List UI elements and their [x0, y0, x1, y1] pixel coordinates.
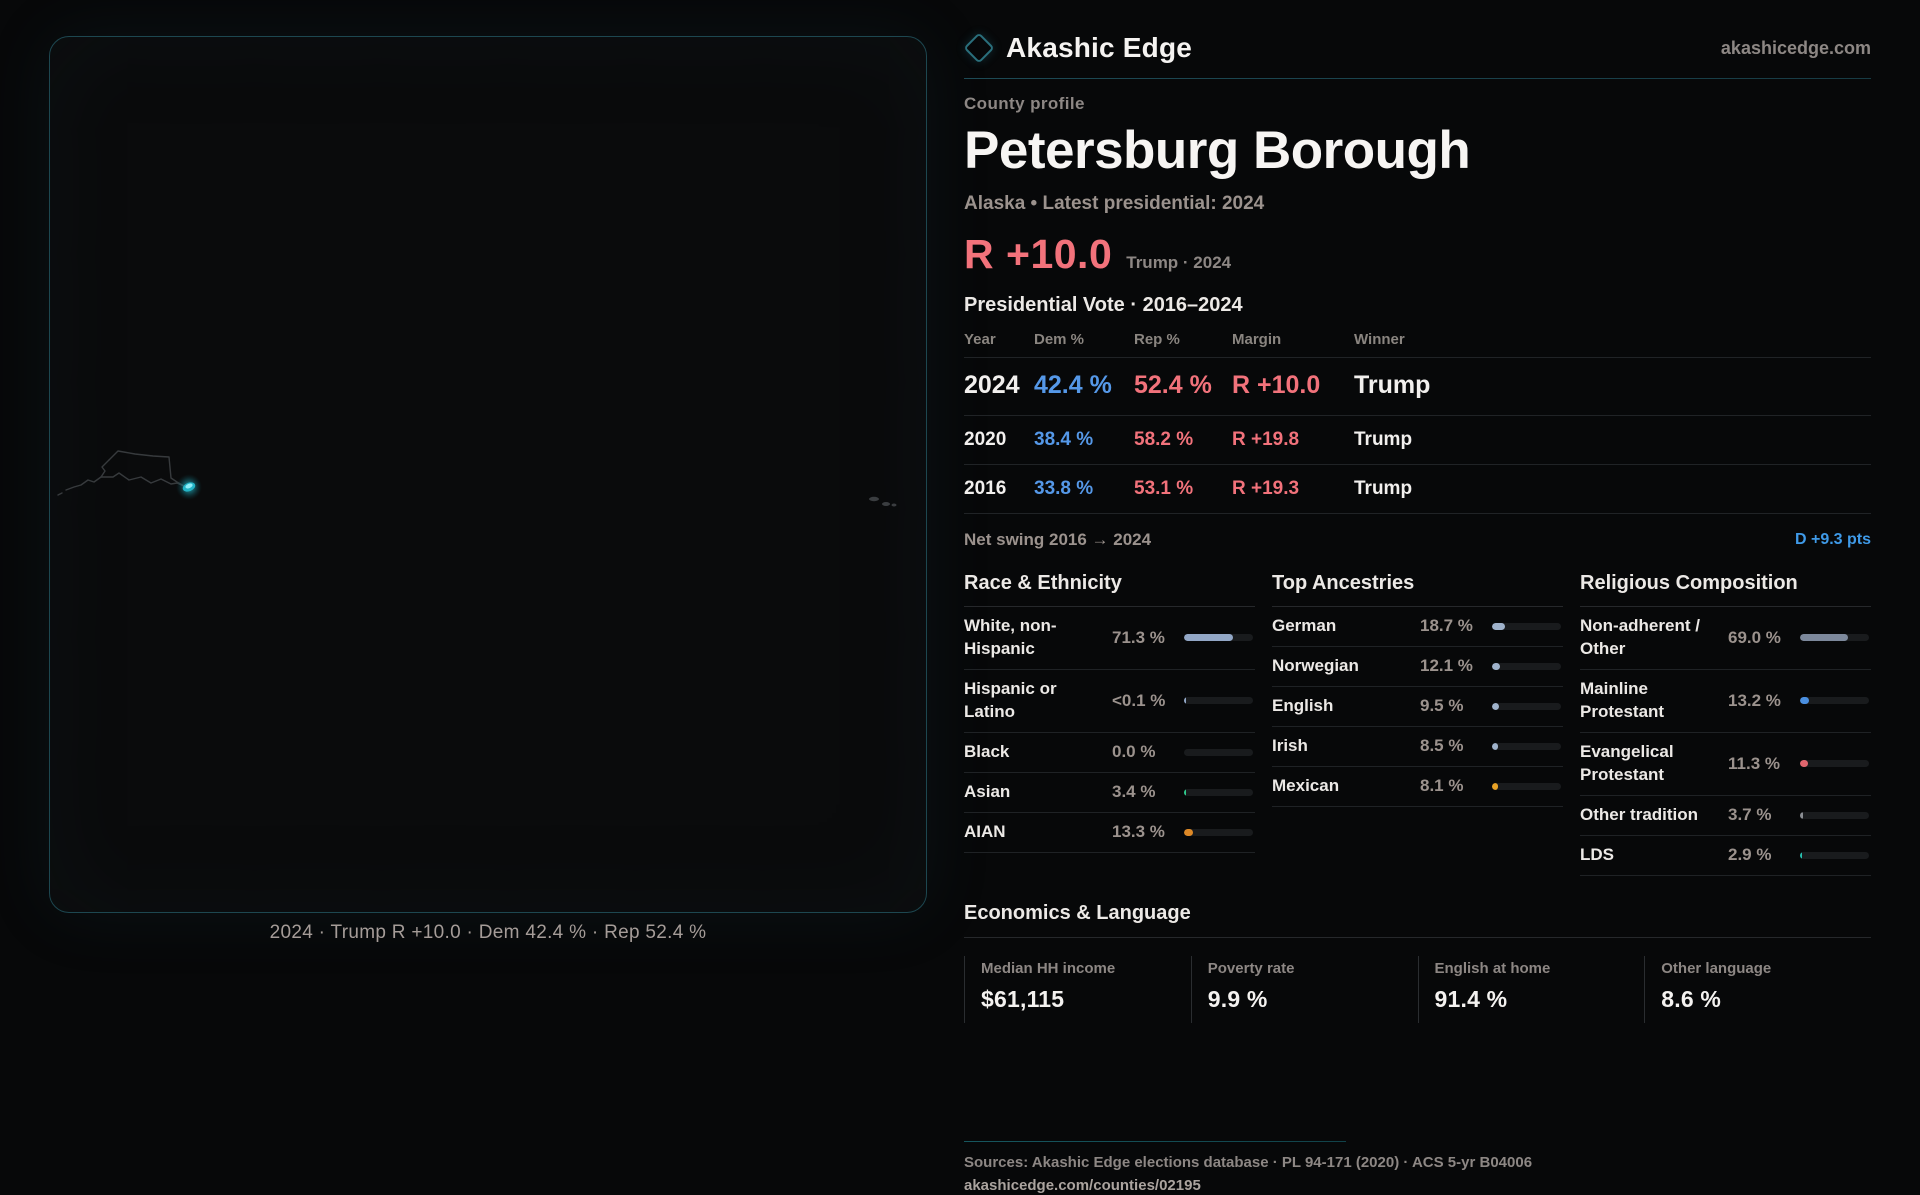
metric-label: Norwegian: [1272, 655, 1359, 675]
stat-value: 8.6 %: [1661, 985, 1722, 1012]
presidential-vote-table: [964, 331, 1871, 514]
stat-value: 9.9 %: [1207, 985, 1268, 1012]
metric-label: AIAN: [964, 821, 1006, 841]
metric-value: 8.1 %: [1420, 776, 1464, 796]
economics-title: Economics & Language: [964, 902, 1871, 938]
metric-label: English: [1272, 695, 1334, 715]
list-item: [1272, 647, 1563, 687]
metric-label: Hispanic or Latino: [964, 678, 1057, 721]
metric-label: Irish: [1272, 735, 1308, 755]
metric-bar-track: [1492, 623, 1561, 630]
economics-stats: [964, 956, 1871, 1023]
metric-value: 13.3 %: [1112, 822, 1165, 842]
list-item: [1272, 727, 1563, 767]
cell-rep: 53.1 %: [1134, 478, 1194, 499]
cell-margin: R +19.8: [1232, 429, 1300, 450]
metric-bar-track: [1184, 789, 1253, 796]
cell-margin: R +19.3: [1232, 478, 1300, 499]
metric-label: LDS: [1580, 844, 1614, 864]
stat-label: Poverty rate: [1207, 959, 1295, 977]
metric-bar-track: [1492, 743, 1561, 750]
metric-bar-fill: [1184, 829, 1193, 836]
metric-bar-track: [1800, 697, 1869, 704]
demographic-section: [964, 572, 1255, 876]
metric-bar-fill: [1492, 623, 1505, 630]
cell-winner: Trump: [1354, 429, 1413, 450]
metric-bar-track: [1184, 749, 1253, 756]
list-item: [1580, 733, 1871, 796]
stat-cell: [1418, 956, 1645, 1023]
section-title: Religious Composition: [1580, 572, 1871, 607]
metric-bar-track: [1184, 634, 1253, 641]
metric-bar-fill: [1800, 634, 1848, 641]
list-item: [964, 813, 1255, 853]
net-swing-label: Net swing 2016 → 2024: [964, 530, 1152, 549]
aleutian-islands-specks: [869, 497, 897, 507]
section-title: Top Ancestries: [1272, 572, 1563, 607]
metric-value: <0.1 %: [1112, 690, 1166, 710]
brand-name: Akashic Edge: [1006, 32, 1193, 63]
stat-label: Other language: [1661, 959, 1772, 977]
metric-bar-track: [1184, 697, 1253, 704]
cell-dem: 38.4 %: [1034, 429, 1094, 450]
header-divider: [964, 78, 1871, 79]
cell-year: 2020: [964, 429, 1007, 450]
brand-domain-link[interactable]: akashicedge.com: [1720, 37, 1871, 58]
county-profile-panel: [964, 30, 1871, 1195]
stat-value: $61,115: [981, 985, 1065, 1012]
cell-margin: R +10.0: [1232, 371, 1321, 399]
county-page-link[interactable]: akashicedge.com/counties/02195: [964, 1176, 1201, 1194]
demographic-section: [1272, 572, 1563, 876]
table-row: [964, 416, 1871, 465]
metric-value: 18.7 %: [1420, 616, 1473, 636]
header: [964, 30, 1871, 66]
cell-rep: 58.2 %: [1134, 429, 1194, 450]
metric-value: 9.5 %: [1420, 696, 1464, 716]
metric-bar-track: [1492, 663, 1561, 670]
metric-label: Mexican: [1272, 775, 1340, 795]
metric-value: 8.5 %: [1420, 736, 1464, 756]
alaska-outline: [58, 451, 184, 495]
list-item: [1580, 670, 1871, 733]
metric-value: 3.7 %: [1728, 805, 1772, 825]
metric-label: German: [1272, 616, 1337, 635]
demographic-section: [1580, 572, 1871, 876]
metric-bar-fill: [1800, 760, 1808, 767]
net-swing-value: D +9.3 pts: [1794, 531, 1871, 548]
list-item: [1272, 767, 1563, 807]
page-title: Petersburg Borough: [964, 121, 1471, 180]
footer: [964, 1141, 1871, 1195]
metric-bar-fill: [1800, 697, 1809, 704]
metric-bar-fill: [1800, 812, 1803, 819]
cell-rep: 52.4 %: [1134, 371, 1212, 399]
sources-text: Sources: Akashic Edge elections database · PL 94-171 (2020) · ACS 5-yr B04006: [964, 1153, 1533, 1171]
subtitle: Alaska • Latest presidential: 2024: [964, 193, 1265, 214]
stat-label: English at home: [1434, 959, 1551, 977]
metric-bar-fill: [1492, 783, 1498, 790]
headline-margin: R +10.0: [964, 231, 1113, 277]
cell-year: 2024: [964, 371, 1020, 399]
metric-bar-fill: [1184, 634, 1233, 641]
alaska-map: [50, 37, 926, 912]
metric-label: Asian: [964, 781, 1011, 801]
vote-table-header: [964, 331, 1871, 358]
column-header: Winner: [1354, 331, 1405, 348]
metric-value: 2.9 %: [1728, 845, 1772, 865]
metric-value: 69.0 %: [1728, 627, 1781, 647]
metric-value: 13.2 %: [1728, 690, 1781, 710]
cell-winner: Trump: [1354, 478, 1413, 499]
cell-year: 2016: [964, 478, 1007, 499]
stat-cell: [1644, 956, 1871, 1023]
metric-bar-track: [1492, 783, 1561, 790]
map-caption: 2024 · Trump R +10.0 · Dem 42.4 % · Rep 52.4 %: [269, 922, 707, 943]
column-header: Year: [964, 331, 996, 348]
stat-label: Median HH income: [981, 959, 1116, 977]
kicker: County profile: [964, 94, 1085, 113]
net-swing-row: [964, 514, 1871, 550]
metric-bar-track: [1492, 703, 1561, 710]
stat-value: 91.4 %: [1434, 985, 1508, 1012]
list-item: [1272, 687, 1563, 727]
metric-label: Non-adherent / Other: [1580, 616, 1700, 658]
metric-value: 11.3 %: [1728, 753, 1780, 773]
metric-bar-track: [1800, 812, 1869, 819]
metric-bar-track: [1184, 829, 1253, 836]
metric-bar-track: [1800, 852, 1869, 859]
list-item: [1580, 607, 1871, 670]
headline-result: [964, 231, 1871, 278]
list-item: [964, 670, 1255, 733]
metric-label: White, non-Hispanic: [964, 616, 1057, 658]
metric-label: Evangelical Protestant: [1580, 741, 1674, 784]
list-item: [1272, 607, 1563, 647]
table-row: [964, 465, 1871, 514]
metric-label: Mainline Protestant: [1580, 678, 1665, 721]
column-header: Margin: [1232, 331, 1282, 348]
metric-bar-fill: [1800, 852, 1802, 859]
metric-bar-fill: [1492, 743, 1498, 750]
metric-bar-fill: [1184, 697, 1186, 704]
metric-bar-fill: [1492, 663, 1500, 670]
brand-diamond-icon: [963, 32, 994, 63]
metric-bar-track: [1800, 634, 1869, 641]
cell-dem: 33.8 %: [1034, 478, 1094, 499]
highlighted-county-petersburg: [176, 474, 202, 500]
metric-label: Other tradition: [1580, 804, 1699, 824]
demographics-sections: [964, 572, 1871, 876]
metric-value: 3.4 %: [1112, 782, 1156, 802]
headline-note: Trump · 2024: [1126, 253, 1232, 272]
stat-cell: [964, 956, 1191, 1023]
list-item: [964, 733, 1255, 773]
list-item: [1580, 836, 1871, 876]
metric-value: 12.1 %: [1420, 656, 1473, 676]
section-title: Race & Ethnicity: [964, 572, 1255, 607]
metric-bar-fill: [1184, 789, 1186, 796]
metric-bar-track: [1800, 760, 1869, 767]
metric-label: Black: [964, 741, 1010, 761]
column-header: Rep %: [1134, 331, 1180, 348]
metric-value: 0.0 %: [1112, 742, 1156, 762]
column-header: Dem %: [1034, 331, 1085, 348]
metric-value: 71.3 %: [1112, 627, 1165, 647]
table-row: [964, 358, 1871, 416]
county-map-panel: [49, 36, 927, 913]
list-item: [964, 607, 1255, 670]
list-item: [1580, 796, 1871, 836]
metric-bar-fill: [1492, 703, 1499, 710]
vote-table-title: Presidential Vote · 2016–2024: [964, 294, 1243, 316]
footer-divider: [964, 1141, 1346, 1142]
list-item: [964, 773, 1255, 813]
cell-dem: 42.4 %: [1034, 371, 1112, 399]
cell-winner: Trump: [1354, 371, 1431, 399]
stat-cell: [1191, 956, 1418, 1023]
